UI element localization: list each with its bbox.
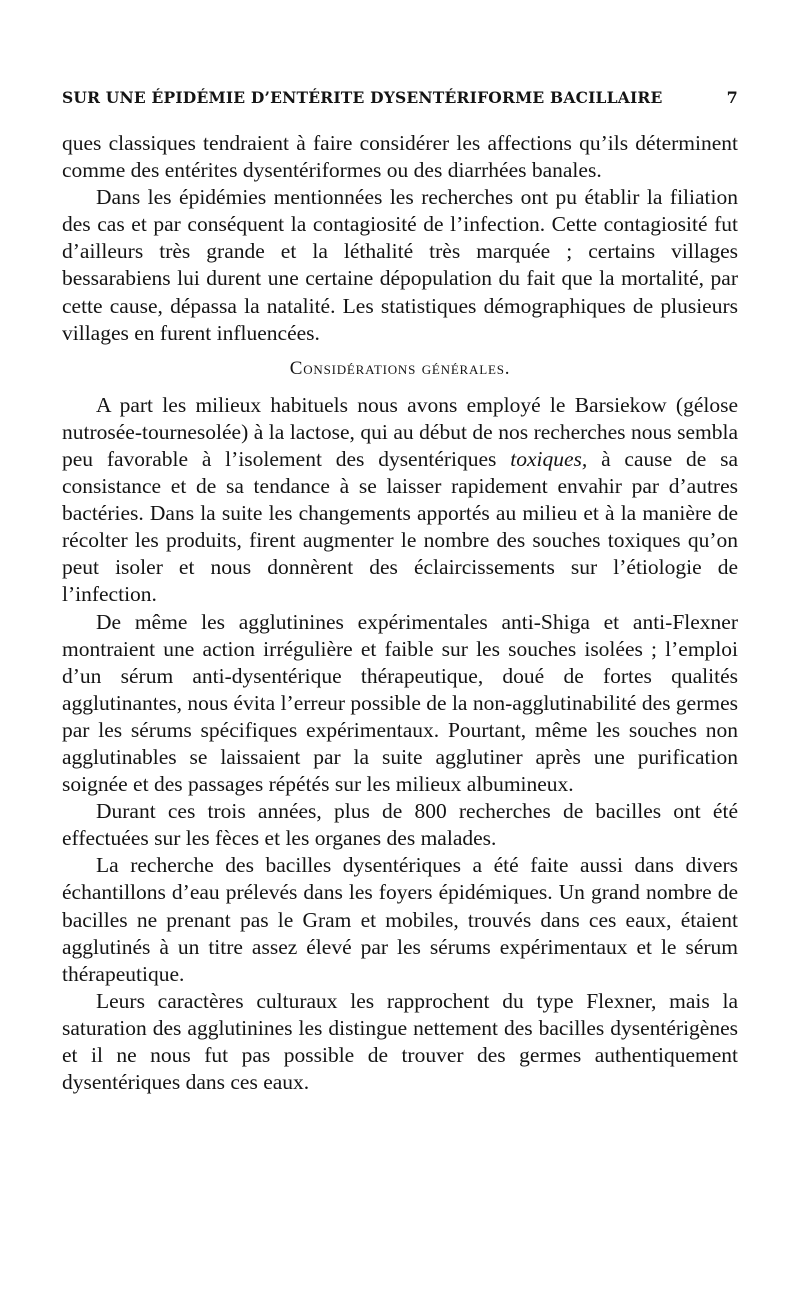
page — [62, 88, 738, 1096]
running-title: SUR UNE ÉPIDÉMIE D’ENTÉRITE DYSENTÉRIFORME BACILLAIRE — [62, 88, 663, 107]
paragraph-5: Durant ces trois années, plus de 800 recherches de bacilles ont été effectuées sur les fèces et les organes des malades. — [62, 799, 738, 851]
page-number: 7 — [726, 88, 738, 107]
paragraph-3-emphasis: toxiques, — [510, 446, 588, 471]
paragraph-6: La recherche des bacilles dysentériques a été faite aussi dans divers échantillons d’eau prélevés dans les foyers épidémiques. Un grand nombre de bacilles ne prenant pas le Gram et mobiles, trouvés dans ces eaux, étaient agglutinés à un titre assez élevé par les sérums expérimentaux et le sérum thérapeutique. — [62, 853, 738, 986]
paragraph-2: Dans les épidémies mentionnées les recherches ont pu établir la filiation des cas et par conséquent la contagiosité de l’infection. Cette contagiosité fut d’ailleurs très grande et la léthalité très marquée ; certains villages bessarabiens lui durent une certaine dépopulation du fait que la mortalité, par cette cause, dépassa la natalité. Les statistiques démographiques de plusieurs villages en furent influencées. — [62, 185, 738, 345]
body-text — [62, 130, 738, 1096]
paragraph-1: ques classiques tendraient à faire considérer les affections qu’ils déterminent comme des entérites dysentériformes ou des diarrhées banales. — [62, 131, 738, 183]
paragraph-3 — [62, 392, 738, 609]
paragraph-3-part-b: à cause de sa consistance et de sa tendance à se laisser rapidement envahir par d’autres bactéries. Dans la suite les changements apportés au milieu et à la manière de récolter les produits, firent augmenter le nombre des souches toxiques qu’on peut isoler et nous donnèrent des éclaircissements sur l’étiologie de l’infection. — [62, 446, 738, 607]
paragraph-4: De même les agglutinines expérimentales anti-Shiga et anti-Flexner montraient une action irrégulière et faible sur les souches isolées ; l’emploi d’un sérum anti-dysentérique thérapeutique, doué de fortes qualités agglutinantes, nous évita l’erreur possible de la non-agglutinabilité des germes par les sérums spécifiques expérimentaux. Pourtant, même les souches non agglutinables se laissaient par la suite agglutiner après une purification soignée et des passages répétés sur les milieux albumineux. — [62, 609, 738, 797]
paragraph-7: Leurs caractères culturaux les rapprochent du type Flexner, mais la saturation des agglutinines les distingue nettement des bacilles dysentérigènes et il ne nous fut pas possible de trouver des germes authentiquement dysentériques dans ces eaux. — [62, 988, 738, 1095]
running-header — [62, 88, 738, 116]
section-title: Considérations générales. — [289, 357, 511, 379]
paragraph-3-part-a: A part les milieux habituels nous avons employé le Barsiekow (gélose nutrosée-tournesolée) à la lactose, qui au début de nos recherches nous sembla peu favorable à l’isolement des dysentériques — [62, 392, 738, 471]
